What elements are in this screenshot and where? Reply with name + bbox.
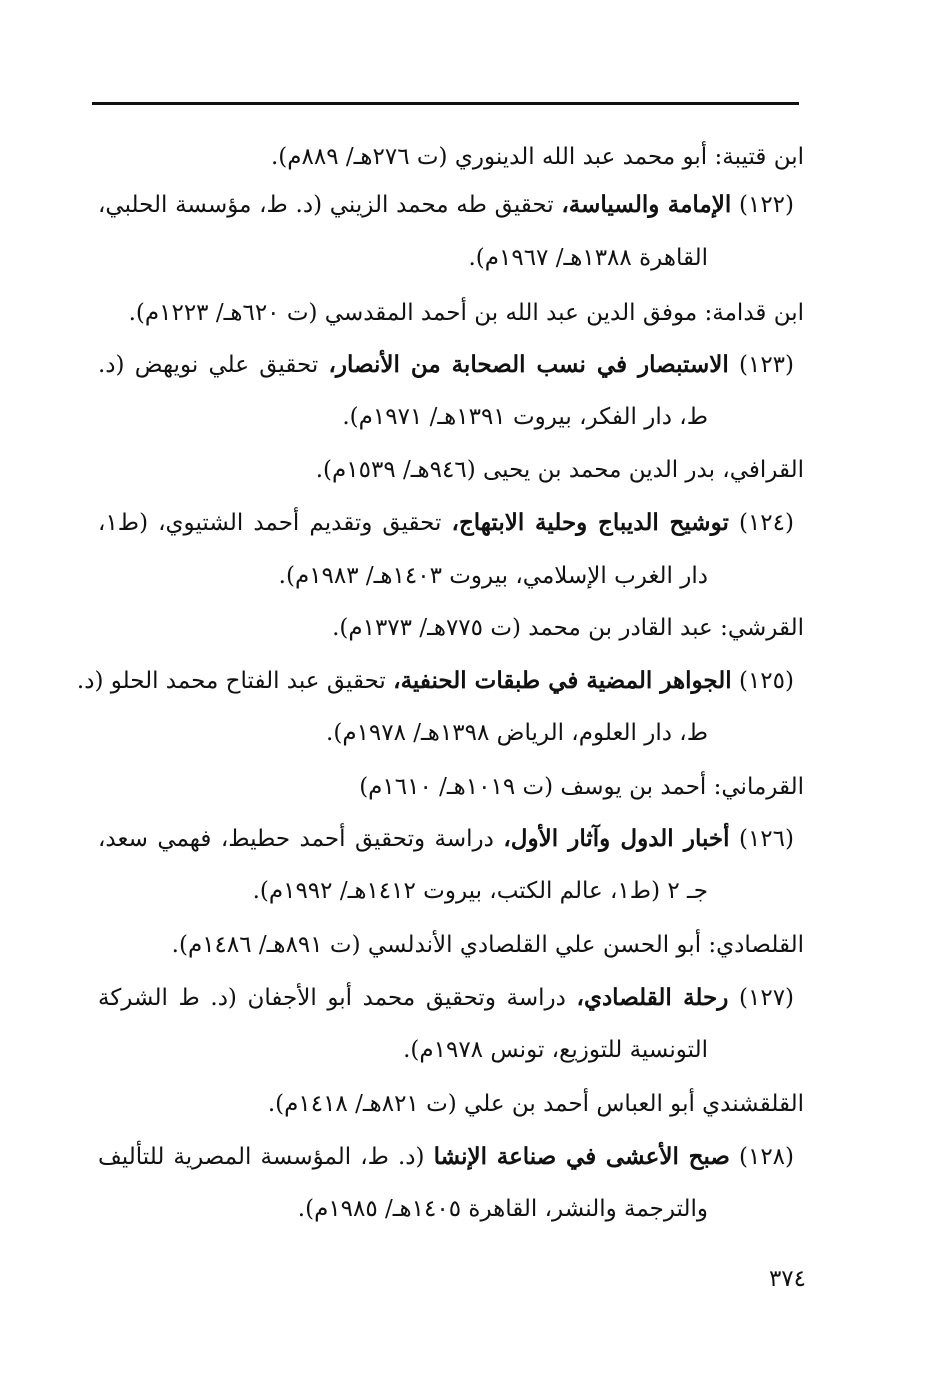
entry-number: (١٢٨) [738, 1144, 795, 1170]
entry-number: (١٢٥) [738, 668, 794, 694]
bibliography-entry [98, 983, 794, 1013]
entry-number: (١٢٣) [738, 352, 795, 378]
author-line [268, 1089, 804, 1119]
entry-title: رحلة القلصادي، [576, 984, 729, 1011]
entry-details: (د. ط، المؤسسة المصرية للتأليف [98, 1144, 434, 1170]
author-text: ابن قتيبة: أبو محمد عبد الله الدينوري (ت ٢٧٦هـ/ ٨٨٩م). [271, 144, 804, 170]
entry-details: تحقيق طه محمد الزيني (د. ط، مؤسسة الحلبي، [98, 192, 562, 218]
entry-number: (١٢٦) [738, 826, 794, 852]
entry-details: تحقيق وتقديم أحمد الشتيوي، (ط١، [98, 510, 452, 536]
page-number: ٣٧٤ [768, 1266, 806, 1292]
entry-continuation [298, 1194, 708, 1224]
author-text: القرشي: عبد القادر بن محمد (ت ٧٧٥هـ/ ١٣٧٣م). [332, 615, 804, 641]
bibliography-entry [98, 1142, 794, 1172]
entry-continuation [403, 1035, 708, 1065]
bibliography-entry [76, 666, 794, 696]
entry-continuation [326, 718, 708, 748]
author-text: القلصادي: أبو الحسن علي القلصادي الأندلسي (ت ٨٩١هـ/ ١٤٨٦م). [171, 932, 804, 958]
author-line [129, 298, 804, 328]
entry-details: تحقيق عبد الفتاح محمد الحلو (د. [76, 668, 394, 694]
author-text: القلقشندي أبو العباس أحمد بن علي (ت ٨٢١هـ/ ١٤١٨م). [267, 1091, 804, 1117]
author-text: القرافي، بدر الدين محمد بن يحيى (٩٤٦هـ/ ١٥٣٩م). [315, 457, 804, 483]
header-rule [92, 102, 799, 105]
entry-number: (١٢٢) [738, 192, 795, 218]
entry-continuation-text: جـ ٢ (ط١، عالم الكتب، بيروت ١٤١٢هـ/ ١٩٩٢م). [252, 878, 708, 904]
entry-continuation-text: دار الغرب الإسلامي، بيروت ١٤٠٣هـ/ ١٩٨٣م). [278, 563, 708, 589]
entry-continuation-text: التونسية للتوزيع، تونس ١٩٧٨م). [403, 1037, 708, 1063]
bibliography-entry [98, 190, 794, 220]
author-line [332, 613, 804, 643]
entry-number: (١٢٧) [739, 985, 795, 1011]
entry-title: الإمامة والسياسة، [561, 191, 732, 218]
entry-title: الاستبصار في نسب الصحابة من الأنصار، [328, 351, 729, 378]
entry-title: توشيح الديباج وحلية الابتهاج، [451, 509, 729, 536]
entry-continuation [468, 243, 708, 273]
entry-number: (١٢٤) [738, 510, 794, 536]
entry-title: صبح الأعشى في صناعة الإنشا [433, 1143, 730, 1170]
entry-continuation-text: ط، دار العلوم، الرياض ١٣٩٨هـ/ ١٩٧٨م). [326, 720, 708, 746]
bibliography-entry [98, 508, 794, 538]
entry-title: أخبار الدول وآثار الأول، [503, 825, 730, 852]
entry-details: دراسة وتحقيق محمد أبو الأجفان (د. ط الشركة [98, 985, 577, 1011]
entry-continuation-text: ط، دار الفكر، بيروت ١٣٩١هـ/ ١٩٧١م). [342, 404, 708, 430]
author-text: ابن قدامة: موفق الدين عبد الله بن أحمد المقدسي (ت ٦٢٠هـ/ ١٢٢٣م). [128, 300, 804, 326]
entry-details: تحقيق علي نويهض (د. [98, 352, 329, 378]
entry-continuation [342, 402, 708, 432]
author-line [316, 455, 804, 485]
author-text: القرماني: أحمد بن يوسف (ت ١٠١٩هـ/ ١٦١٠م) [359, 774, 804, 800]
author-line [172, 930, 804, 960]
entry-title: الجواهر المضية في طبقات الحنفية، [393, 667, 732, 694]
bibliography-entry [98, 824, 794, 854]
entry-continuation [279, 561, 708, 591]
author-line [271, 142, 804, 172]
bibliography-entry [98, 350, 794, 380]
entry-continuation [253, 876, 708, 906]
entry-continuation-text: والترجمة والنشر، القاهرة ١٤٠٥هـ/ ١٩٨٥م). [297, 1196, 708, 1222]
entry-continuation-text: القاهرة ١٣٨٨هـ/ ١٩٦٧م). [468, 245, 708, 271]
author-line [359, 772, 804, 802]
entry-details: دراسة وتحقيق أحمد حطيط، فهمي سعد، [98, 826, 504, 852]
